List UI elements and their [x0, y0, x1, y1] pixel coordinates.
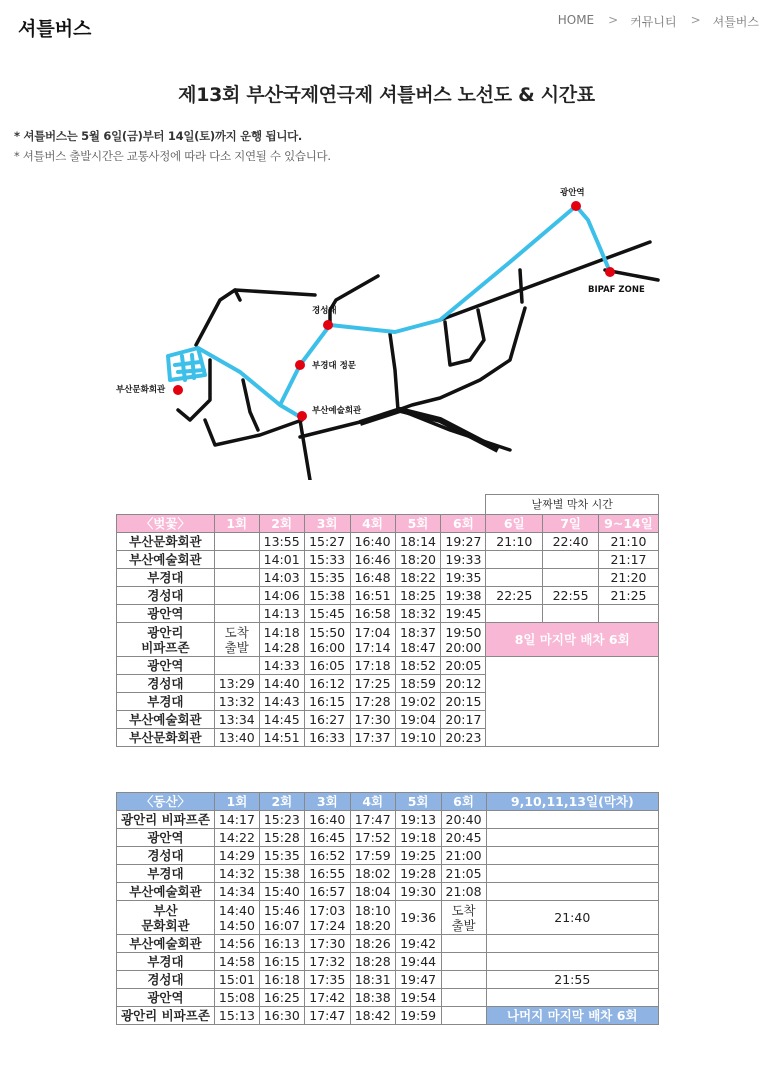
time-cell: 21:05 [441, 865, 486, 883]
time-cell: 18:20 [395, 551, 441, 569]
table-row [117, 811, 659, 829]
time-cell [259, 901, 304, 935]
arrive-depart-label [214, 623, 259, 657]
table-row [117, 551, 659, 569]
page-title: 제13회 부산국제연극제 셔틀버스 노선도 & 시간표 [178, 84, 595, 106]
stop-name: 경성대 [117, 847, 215, 865]
time-cell: 15:38 [259, 865, 304, 883]
time-cell: 19:13 [395, 811, 441, 829]
time-cell: 18:14 [395, 533, 441, 551]
time-cell: 14:32 [214, 865, 259, 883]
last-time-cell [598, 605, 658, 623]
time-cell: 16:58 [350, 605, 395, 623]
stop-name: 부경대 [117, 953, 215, 971]
time-cell: 17:35 [304, 971, 350, 989]
stop-name: 경성대 [117, 675, 215, 693]
time-cell: 17:18 [350, 657, 395, 675]
cell-line: 18:20 [354, 917, 391, 933]
time-cell [441, 989, 486, 1007]
last-time-cell: 21:10 [486, 533, 543, 551]
last-time-cell [486, 935, 658, 953]
time-cell [259, 623, 304, 657]
time-cell: 18:02 [350, 865, 395, 883]
route-map [100, 180, 680, 480]
time-cell: 14:51 [259, 729, 304, 747]
time-cell: 16:13 [259, 935, 304, 953]
last-time-cell [543, 605, 599, 623]
stop-name: 광안리 비파프존 [117, 1007, 215, 1025]
time-cell: 15:40 [259, 883, 304, 901]
time-cell: 16:40 [350, 533, 395, 551]
day-header: 6일 [486, 515, 543, 533]
time-cell: 18:31 [350, 971, 395, 989]
stop-name: 부산문화회관 [117, 729, 215, 747]
breadcrumb-current[interactable]: 셔틀버스 [712, 15, 759, 29]
station-label: 부산문화회관 [116, 385, 166, 395]
table-row [117, 901, 659, 935]
table-row [117, 587, 659, 605]
time-cell [441, 953, 486, 971]
time-cell: 19:27 [441, 533, 486, 551]
time-cell: 20:40 [441, 811, 486, 829]
time-cell: 14:29 [214, 847, 259, 865]
last-time-cell: 21:10 [598, 533, 658, 551]
time-cell: 17:59 [350, 847, 395, 865]
run-header: 1회 [214, 793, 259, 811]
stop-name: 부경대 [117, 693, 215, 711]
run-header: 5회 [395, 793, 441, 811]
time-cell: 15:35 [259, 847, 304, 865]
stop-name: 부산예술회관 [117, 935, 215, 953]
time-cell: 16:27 [304, 711, 350, 729]
last-bus-note: 나머지 마지막 배차 6회 [486, 1007, 658, 1025]
page-header-title: 셔틀버스 [18, 18, 92, 40]
time-cell: 21:00 [441, 847, 486, 865]
table-row [117, 1007, 659, 1025]
stop-name: 경성대 [117, 971, 215, 989]
table-row [117, 935, 659, 953]
time-cell [214, 587, 259, 605]
time-cell [441, 971, 486, 989]
time-cell: 18:25 [395, 587, 441, 605]
time-cell: 17:47 [304, 1007, 350, 1025]
station-label: 경성대 [312, 306, 337, 316]
time-cell: 18:59 [395, 675, 441, 693]
cell-line: 20:00 [445, 639, 482, 655]
time-cell: 19:02 [395, 693, 441, 711]
time-cell: 14:56 [214, 935, 259, 953]
time-cell: 15:38 [304, 587, 350, 605]
stop-name-line: 부산 [153, 902, 178, 918]
road-network [178, 242, 658, 480]
run-header: 4회 [350, 793, 395, 811]
time-cell: 14:01 [259, 551, 304, 569]
time-cell: 17:32 [304, 953, 350, 971]
time-cell: 17:25 [350, 675, 395, 693]
time-cell: 19:25 [395, 847, 441, 865]
time-cell: 15:45 [304, 605, 350, 623]
table-row [117, 569, 659, 587]
breadcrumb [558, 13, 759, 30]
cell-line: 19:50 [445, 624, 482, 640]
shuttle-route [168, 206, 610, 418]
time-cell [214, 605, 259, 623]
time-cell: 15:35 [304, 569, 350, 587]
station-label: BIPAF ZONE [588, 285, 645, 295]
thick-road [360, 410, 498, 450]
time-cell: 16:57 [304, 883, 350, 901]
last-time-cell [486, 569, 543, 587]
daily-last-title: 날짜별 막차 시간 [486, 495, 659, 515]
last-time-cell: 21:55 [486, 971, 658, 989]
time-cell [214, 551, 259, 569]
time-cell: 16:15 [304, 693, 350, 711]
time-cell: 19:36 [395, 901, 441, 935]
stop-name-line: 광안리 [147, 624, 184, 640]
time-cell: 13:32 [214, 693, 259, 711]
time-cell: 15:08 [214, 989, 259, 1007]
cell-line: 16:07 [263, 917, 300, 933]
last-time-cell [486, 551, 543, 569]
time-cell: 15:13 [214, 1007, 259, 1025]
time-cell: 19:59 [395, 1007, 441, 1025]
page-header [0, 0, 773, 50]
run-header: 4회 [350, 515, 395, 533]
table-row [117, 971, 659, 989]
station-label: 부경대 정문 [312, 361, 357, 371]
time-cell: 19:47 [395, 971, 441, 989]
breadcrumb-home[interactable]: HOME [557, 13, 595, 27]
time-cell [395, 623, 441, 657]
cell-line: 18:47 [399, 639, 436, 655]
time-cell: 19:18 [395, 829, 441, 847]
last-time-cell: 21:20 [598, 569, 658, 587]
time-cell [214, 901, 259, 935]
time-cell [214, 533, 259, 551]
cell-line: 14:50 [218, 917, 255, 933]
time-cell: 16:51 [350, 587, 395, 605]
time-cell: 15:27 [304, 533, 350, 551]
time-cell: 17:37 [350, 729, 395, 747]
table-row [117, 533, 659, 551]
station-label: 부산예술회관 [312, 406, 362, 416]
stop-name [117, 901, 215, 935]
time-cell: 18:26 [350, 935, 395, 953]
time-cell: 20:12 [441, 675, 486, 693]
time-cell: 14:58 [214, 953, 259, 971]
route-label: 〈벚꽃〉 [117, 515, 215, 533]
stop-name: 광안역 [117, 657, 215, 675]
time-cell: 15:33 [304, 551, 350, 569]
table-row [117, 847, 659, 865]
time-cell: 14:22 [214, 829, 259, 847]
table-row [117, 829, 659, 847]
time-cell: 14:03 [259, 569, 304, 587]
breadcrumb-community[interactable]: 커뮤니티 [630, 15, 677, 29]
last-time-cell: 21:40 [486, 901, 658, 935]
last-time-cell [486, 865, 658, 883]
time-cell: 18:04 [350, 883, 395, 901]
table-row [117, 865, 659, 883]
last-time-cell [543, 569, 599, 587]
stop-name: 부경대 [117, 569, 215, 587]
time-cell: 17:30 [304, 935, 350, 953]
time-cell: 18:32 [395, 605, 441, 623]
last-time-cell [486, 953, 658, 971]
chevron-right-icon: > [608, 13, 619, 27]
cell-line: 17:24 [309, 917, 346, 933]
station-markers [173, 201, 615, 421]
time-cell: 13:34 [214, 711, 259, 729]
time-cell: 16:18 [259, 971, 304, 989]
stop-name: 광안역 [117, 989, 215, 1007]
notice-operating-period: * 셔틀버스는 5월 6일(금)부터 14일(토)까지 운행 됩니다. [14, 129, 303, 143]
run-header: 3회 [304, 515, 350, 533]
timetable-dongsan [116, 792, 659, 1025]
time-cell: 14:34 [214, 883, 259, 901]
notice-delay: * 셔틀버스 출발시간은 교통사정에 따라 다소 지연될 수 있습니다. [14, 149, 331, 163]
run-header: 6회 [441, 515, 486, 533]
time-cell [304, 623, 350, 657]
cell-line: 17:03 [309, 902, 346, 918]
table-row [117, 883, 659, 901]
time-cell: 14:45 [259, 711, 304, 729]
time-cell: 13:55 [259, 533, 304, 551]
time-cell: 19:42 [395, 935, 441, 953]
cell-line: 출발 [224, 639, 249, 655]
time-cell: 16:48 [350, 569, 395, 587]
run-header: 1회 [214, 515, 259, 533]
time-cell: 19:44 [395, 953, 441, 971]
time-cell: 16:40 [304, 811, 350, 829]
time-cell: 17:47 [350, 811, 395, 829]
last-time-cell: 21:25 [598, 587, 658, 605]
time-cell: 18:52 [395, 657, 441, 675]
time-cell: 19:54 [395, 989, 441, 1007]
empty-cell [486, 657, 659, 747]
time-cell: 16:30 [259, 1007, 304, 1025]
cell-line: 15:46 [263, 902, 300, 918]
time-cell: 14:33 [259, 657, 304, 675]
run-header: 2회 [259, 515, 304, 533]
stop-name: 부산문화회관 [117, 533, 215, 551]
table-row [117, 953, 659, 971]
last-time-cell [486, 847, 658, 865]
time-cell [304, 901, 350, 935]
time-cell: 19:45 [441, 605, 486, 623]
day-header: 7일 [543, 515, 599, 533]
time-cell: 18:42 [350, 1007, 395, 1025]
cell-line: 17:04 [354, 624, 391, 640]
stop-name: 부산예술회관 [117, 551, 215, 569]
last-time-cell [486, 605, 543, 623]
time-cell [441, 623, 486, 657]
time-cell: 16:33 [304, 729, 350, 747]
time-cell: 19:04 [395, 711, 441, 729]
stop-name: 부산예술회관 [117, 711, 215, 729]
last-time-cell [486, 811, 658, 829]
time-cell: 19:30 [395, 883, 441, 901]
last-time-cell [543, 551, 599, 569]
time-cell: 16:52 [304, 847, 350, 865]
time-cell: 16:55 [304, 865, 350, 883]
stop-name: 광안역 [117, 605, 215, 623]
time-cell: 14:13 [259, 605, 304, 623]
time-cell: 21:08 [441, 883, 486, 901]
last-time-cell: 22:40 [543, 533, 599, 551]
time-cell: 18:22 [395, 569, 441, 587]
table-row [117, 623, 659, 657]
cell-line: 도착 [224, 624, 249, 640]
time-cell: 20:45 [441, 829, 486, 847]
cell-line: 출발 [451, 917, 476, 933]
time-cell [214, 657, 259, 675]
last-bus-note: 8일 마지막 배차 6회 [486, 623, 659, 657]
time-cell: 17:28 [350, 693, 395, 711]
time-cell [441, 1007, 486, 1025]
stop-name: 부경대 [117, 865, 215, 883]
time-cell: 19:38 [441, 587, 486, 605]
run-header: 3회 [304, 793, 350, 811]
time-cell: 13:29 [214, 675, 259, 693]
arrive-depart-label [441, 901, 486, 935]
time-cell: 20:05 [441, 657, 486, 675]
time-cell: 13:40 [214, 729, 259, 747]
stop-name: 부산예술회관 [117, 883, 215, 901]
cell-line: 18:10 [354, 902, 391, 918]
time-cell [350, 623, 395, 657]
time-cell [350, 901, 395, 935]
run-header: 5회 [395, 515, 441, 533]
time-cell [214, 569, 259, 587]
time-cell: 14:17 [214, 811, 259, 829]
time-cell: 16:12 [304, 675, 350, 693]
last-time-cell [486, 829, 658, 847]
last-time-cell: 22:55 [543, 587, 599, 605]
cell-line: 18:37 [399, 624, 436, 640]
time-cell: 14:06 [259, 587, 304, 605]
chevron-right-icon: > [690, 13, 701, 27]
time-cell: 14:43 [259, 693, 304, 711]
last-time-cell: 21:17 [598, 551, 658, 569]
last-time-cell [486, 989, 658, 1007]
time-cell: 17:42 [304, 989, 350, 1007]
timetable-cherry [116, 494, 659, 747]
cell-line: 14:18 [263, 624, 300, 640]
extra-col-header: 9,10,11,13일(막차) [486, 793, 658, 811]
cell-line: 16:00 [309, 639, 346, 655]
cell-line: 17:14 [354, 639, 391, 655]
route-label: 〈동산〉 [117, 793, 215, 811]
table-row [117, 989, 659, 1007]
time-cell: 16:46 [350, 551, 395, 569]
time-cell: 19:28 [395, 865, 441, 883]
time-cell: 20:15 [441, 693, 486, 711]
table-row [117, 605, 659, 623]
last-time-cell: 22:25 [486, 587, 543, 605]
time-cell: 16:45 [304, 829, 350, 847]
time-cell: 16:25 [259, 989, 304, 1007]
last-time-cell [486, 883, 658, 901]
stop-name-line: 문화회관 [141, 917, 190, 933]
stop-name: 광안리 비파프존 [117, 811, 215, 829]
time-cell: 20:23 [441, 729, 486, 747]
time-cell: 17:30 [350, 711, 395, 729]
time-cell: 15:23 [259, 811, 304, 829]
stop-name-line: 비파프존 [141, 639, 190, 655]
time-cell: 15:01 [214, 971, 259, 989]
stop-name [117, 623, 215, 657]
time-cell: 16:05 [304, 657, 350, 675]
time-cell: 20:17 [441, 711, 486, 729]
time-cell: 19:35 [441, 569, 486, 587]
run-header: 2회 [259, 793, 304, 811]
day-header: 9~14일 [598, 515, 658, 533]
stop-name: 광안역 [117, 829, 215, 847]
time-cell: 19:33 [441, 551, 486, 569]
table-row [117, 657, 659, 675]
time-cell [441, 935, 486, 953]
cell-line: 14:40 [218, 902, 255, 918]
time-cell: 17:52 [350, 829, 395, 847]
time-cell: 18:38 [350, 989, 395, 1007]
cell-line: 도착 [451, 902, 476, 918]
cell-line: 15:50 [309, 624, 346, 640]
cell-line: 14:28 [263, 639, 300, 655]
stop-name: 경성대 [117, 587, 215, 605]
run-header: 6회 [441, 793, 486, 811]
station-label: 광안역 [560, 188, 585, 198]
time-cell: 16:15 [259, 953, 304, 971]
time-cell: 18:28 [350, 953, 395, 971]
time-cell: 14:40 [259, 675, 304, 693]
time-cell: 19:10 [395, 729, 441, 747]
time-cell: 15:28 [259, 829, 304, 847]
